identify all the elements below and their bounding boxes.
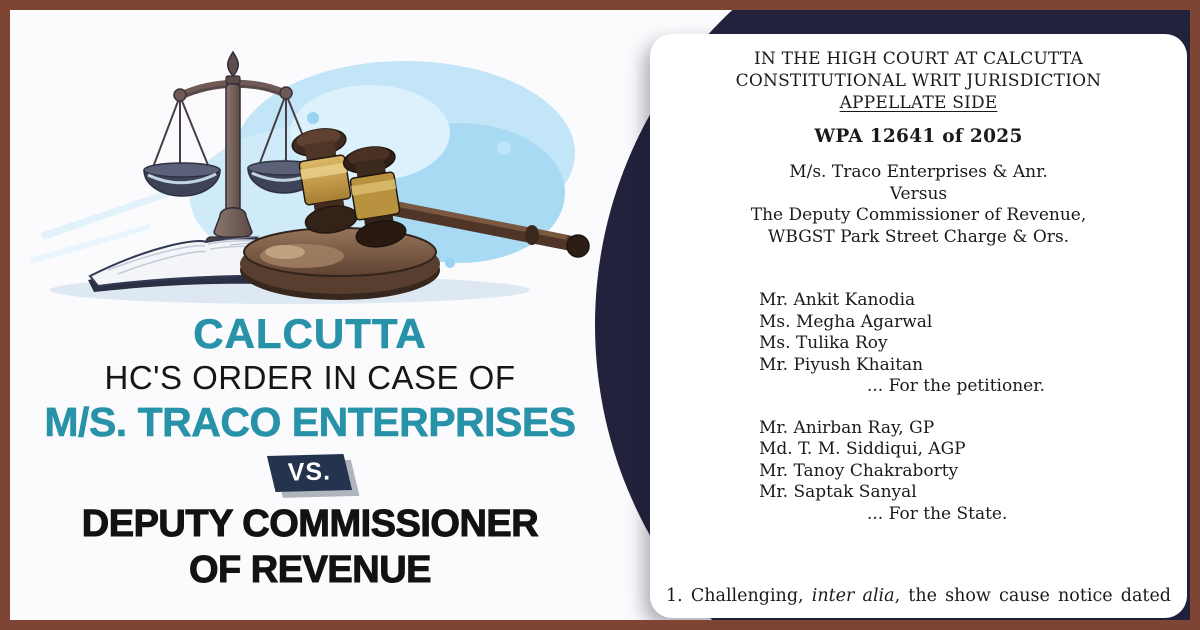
counsel-name: Ms. Megha Agarwal [759,311,933,332]
petitioner-counsel-note: ... For the petitioner. [867,376,1045,396]
counsel-name: Md. T. M. Siddiqui, AGP [759,439,966,459]
headline-respondent-line2: OF REVENUE [188,549,432,592]
justice-illustration [30,28,595,320]
doc-paragraph-1 [663,585,1174,607]
petitioner-counsel-list [759,290,1174,398]
vs-row [24,455,596,497]
doc-petitioner: M/s. Traco Enterprises & Anr. [789,162,1048,182]
headline-court-city: CALCUTTA [193,310,427,357]
counsel-name: Mr. Saptak Sanyal [759,482,917,502]
counsel-name: Mr. Anirban Ray, GP [759,417,935,438]
counsel-name: Mr. Tanoy Chakraborty [759,460,959,481]
doc-respondent-line1: The Deputy Commissioner of Revenue, [750,205,1087,225]
doc-court-line1: IN THE HIGH COURT AT CALCUTTA [754,49,1083,69]
doc-respondent-line2: WBGST Park Street Charge & Ors. [767,226,1070,247]
banner-inner [10,10,1190,620]
state-counsel-list [759,418,1174,526]
headline [24,310,596,592]
para-suffix: , the show cause notice dated [894,586,1171,606]
doc-case-number: WPA 12641 of 2025 [814,126,1023,147]
counsel-name: Mr. Piyush Khaitan [759,354,924,375]
vs-badge [267,454,352,492]
headline-subtitle: HC'S ORDER IN CASE OF [104,359,516,397]
doc-versus: Versus [889,183,948,204]
headline-respondent-line1: DEPUTY COMMISSIONER [81,502,539,545]
doc-court-line3: APPELLATE SIDE [839,93,998,113]
state-counsel-note: ... For the State. [867,503,1008,524]
counsel-name: Mr. Ankit Kanodia [759,290,916,310]
court-order-document [650,34,1187,618]
para-prefix: 1. Challenging, [666,586,812,606]
doc-parties [663,162,1174,248]
doc-court-line2: CONSTITUTIONAL WRIT JURISDICTION [735,71,1102,91]
para-latin-phrase: inter alia [811,586,895,606]
counsel-name: Ms. Tulika Roy [759,333,888,353]
vs-label: VS. [287,457,332,487]
headline-petitioner: M/S. TRACO ENTERPRISES [44,398,576,445]
